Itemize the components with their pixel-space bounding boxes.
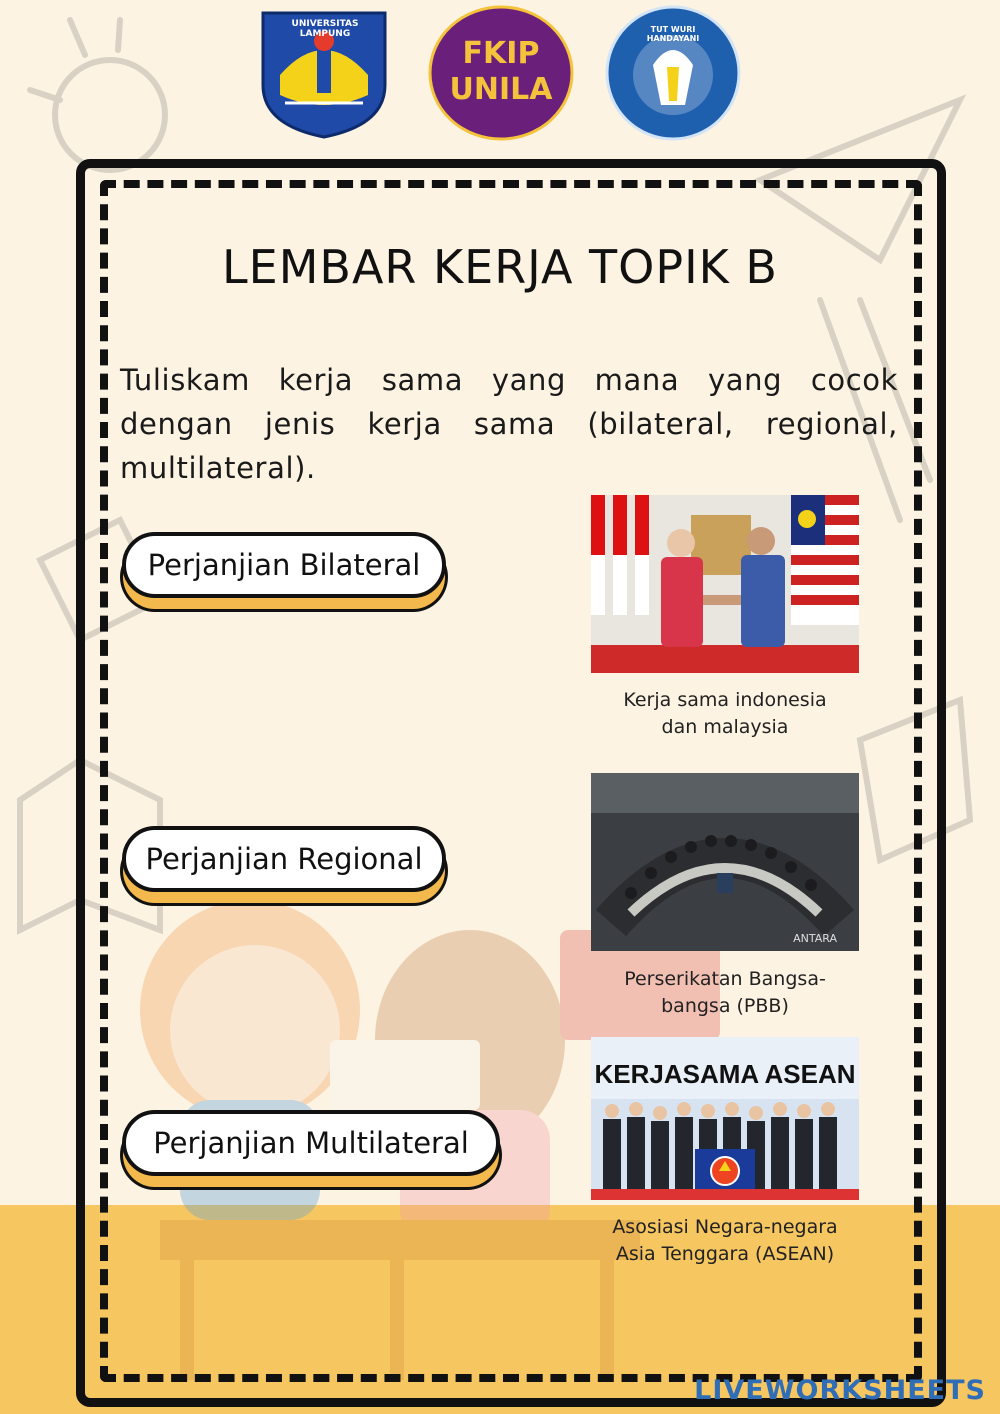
- caption-asean: [590, 1214, 860, 1268]
- caption-line: dan malaysia: [661, 716, 789, 738]
- unila-text: UNILA: [449, 72, 553, 107]
- caption-line: Asia Tenggara (ASEAN): [615, 1243, 835, 1265]
- asean-banner: KERJASAMA ASEAN: [594, 1059, 856, 1089]
- caption-line: Asosiasi Negara-negara: [612, 1216, 838, 1238]
- worksheet-title: LEMBAR KERJA TOPIK B: [222, 240, 778, 294]
- fkip-text: FKIP: [462, 36, 540, 71]
- photo-asean[interactable]: [591, 1037, 859, 1200]
- tut-wuri-handayani-logo: [605, 5, 741, 141]
- unila-arc-text: UNIVERSITAS LAMPUNG: [291, 19, 359, 39]
- fkip-unila-logo: [428, 5, 574, 141]
- unila-logo: [255, 5, 393, 140]
- answer-box-multilateral[interactable]: Perjanjian Multilateral: [122, 1110, 500, 1176]
- caption-pbb: [590, 966, 860, 1020]
- answer-box-bilateral[interactable]: Perjanjian Bilateral: [122, 532, 446, 598]
- caption-line: bangsa (PBB): [661, 995, 789, 1017]
- liveworksheets-watermark: LIVEWORKSHEETS: [694, 1375, 986, 1406]
- caption-line: Kerja sama indonesia: [623, 689, 827, 711]
- antara-badge: ANTARA: [793, 932, 837, 945]
- caption-line: Perserikatan Bangsa-: [624, 968, 826, 990]
- photo-indonesia-malaysia[interactable]: [591, 495, 859, 673]
- photo-pbb[interactable]: [591, 773, 859, 951]
- caption-indonesia-malaysia: [590, 687, 860, 741]
- answer-box-regional[interactable]: Perjanjian Regional: [122, 826, 446, 892]
- tut-arc-text: TUT WURI HANDAYANI: [646, 25, 700, 43]
- instruction-text: Tuliskam kerja sama yang mana yang cocok dengan jenis kerja sama (bilateral, regional, multilateral).: [120, 363, 898, 485]
